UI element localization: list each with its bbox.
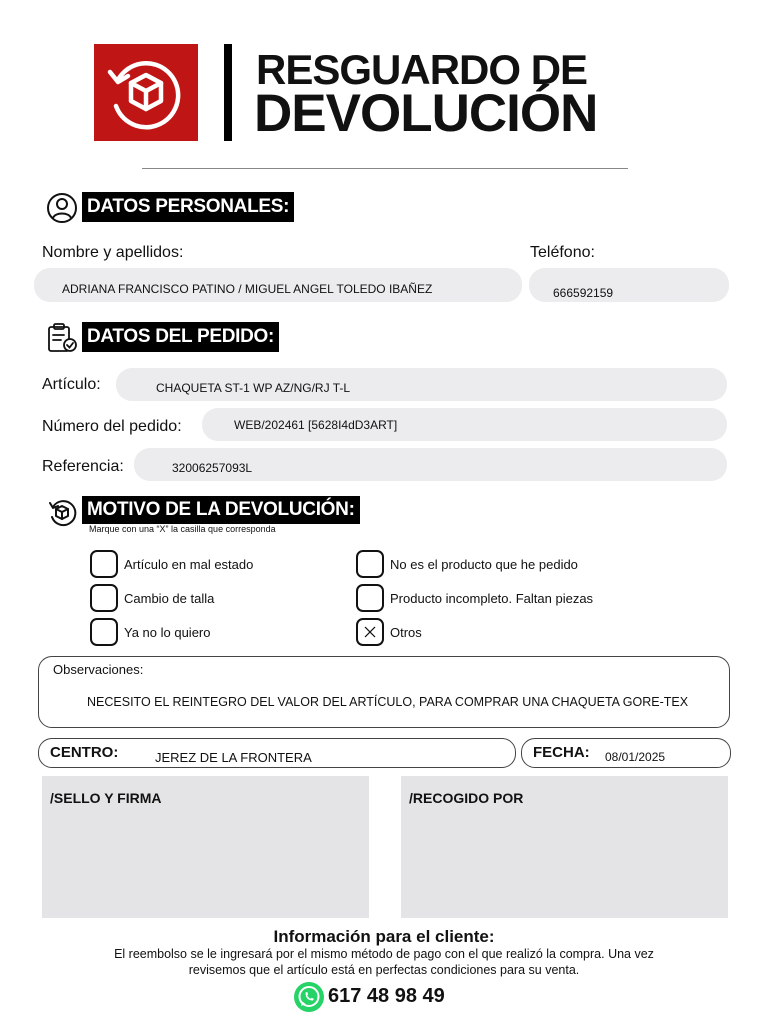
reference-label: Referencia: (42, 458, 124, 475)
section-personal-heading: DATOS PERSONALES: (82, 192, 294, 222)
checkbox-otros[interactable] (356, 618, 384, 646)
checkbox-cambio-talla-label: Cambio de talla (124, 591, 215, 606)
article-field[interactable] (116, 368, 727, 401)
fecha-label: FECHA: (533, 744, 590, 761)
title-divider (224, 44, 232, 141)
section-order-heading: DATOS DEL PEDIDO: (82, 322, 279, 352)
observations-label: Observaciones: (53, 662, 144, 677)
phone-value: 666592159 (553, 286, 614, 300)
checkbox-no-es-producto-label: No es el producto que he pedido (390, 557, 578, 572)
centro-label: CENTRO: (50, 744, 119, 761)
x-mark-icon (362, 624, 378, 640)
logo (94, 44, 198, 141)
phone-label: Teléfono: (530, 244, 595, 261)
return-box-icon (94, 44, 198, 141)
info-text-line1: El reembolso se le ingresará por el mismo método de pago con el que realizó la compra. Una vez (114, 947, 654, 961)
reference-field[interactable] (134, 448, 727, 481)
checkbox-no-lo-quiero[interactable] (90, 618, 118, 646)
checkbox-mal-estado-label: Artículo en mal estado (124, 557, 254, 572)
phone-field[interactable] (529, 268, 729, 302)
centro-field[interactable] (38, 738, 516, 768)
reference-value: 32006257093L (172, 461, 253, 475)
checkbox-cambio-talla[interactable] (90, 584, 118, 612)
reason-hint: Marque con una “X” la casilla que corresponda (89, 524, 276, 534)
centro-value: JEREZ DE LA FRONTERA (155, 750, 312, 765)
observations-value: NECESITO EL REINTEGRO DEL VALOR DEL ARTÍCULO, PARA COMPRAR UNA CHAQUETA GORE-TEX (87, 695, 689, 709)
checkbox-mal-estado[interactable] (90, 550, 118, 578)
recogido-title: /RECOGIDO POR (409, 790, 524, 806)
article-label: Artículo: (42, 376, 101, 393)
article-value: CHAQUETA ST-1 WP AZ/NG/RJ T-L (156, 381, 351, 395)
fecha-field[interactable] (521, 738, 731, 768)
clipboard-check-icon (46, 322, 78, 354)
user-icon (46, 192, 78, 224)
order-number-field[interactable] (202, 408, 727, 441)
title-line-2: DEVOLUCIÓN (254, 84, 598, 143)
title-line-1: RESGUARDO DE (256, 46, 588, 93)
checkbox-no-lo-quiero-label: Ya no lo quiero (124, 625, 211, 640)
checkbox-incompleto-label: Producto incompleto. Faltan piezas (390, 591, 594, 606)
info-text-line2: revisemos que el artículo está en perfectas condiciones para su venta. (188, 963, 580, 977)
whatsapp-icon (293, 981, 325, 1013)
checkbox-otros-label: Otros (390, 625, 422, 640)
name-value: ADRIANA FRANCISCO PATINO / MIGUEL ANGEL TOLEDO IBAÑEZ (62, 282, 433, 296)
sello-firma-title: /SELLO Y FIRMA (50, 790, 162, 806)
checkbox-no-es-producto[interactable] (356, 550, 384, 578)
phone-number[interactable]: 617 48 98 49 (328, 985, 445, 1007)
checkbox-incompleto[interactable] (356, 584, 384, 612)
header-separator (142, 168, 628, 169)
name-label: Nombre y apellidos: (42, 244, 184, 261)
fecha-value: 08/01/2025 (605, 750, 666, 764)
order-number-label: Número del pedido: (42, 418, 182, 435)
sello-firma-panel[interactable] (42, 776, 369, 918)
section-reason-heading: MOTIVO DE LA DEVOLUCIÓN: (82, 496, 360, 524)
order-number-value: WEB/202461 [5628I4dD3ART] (234, 418, 398, 432)
info-title: Información para el cliente: (273, 927, 495, 946)
name-field[interactable] (34, 268, 522, 302)
observations-box[interactable] (38, 656, 730, 728)
recogido-panel[interactable] (401, 776, 728, 918)
return-box-small-icon (46, 496, 78, 528)
